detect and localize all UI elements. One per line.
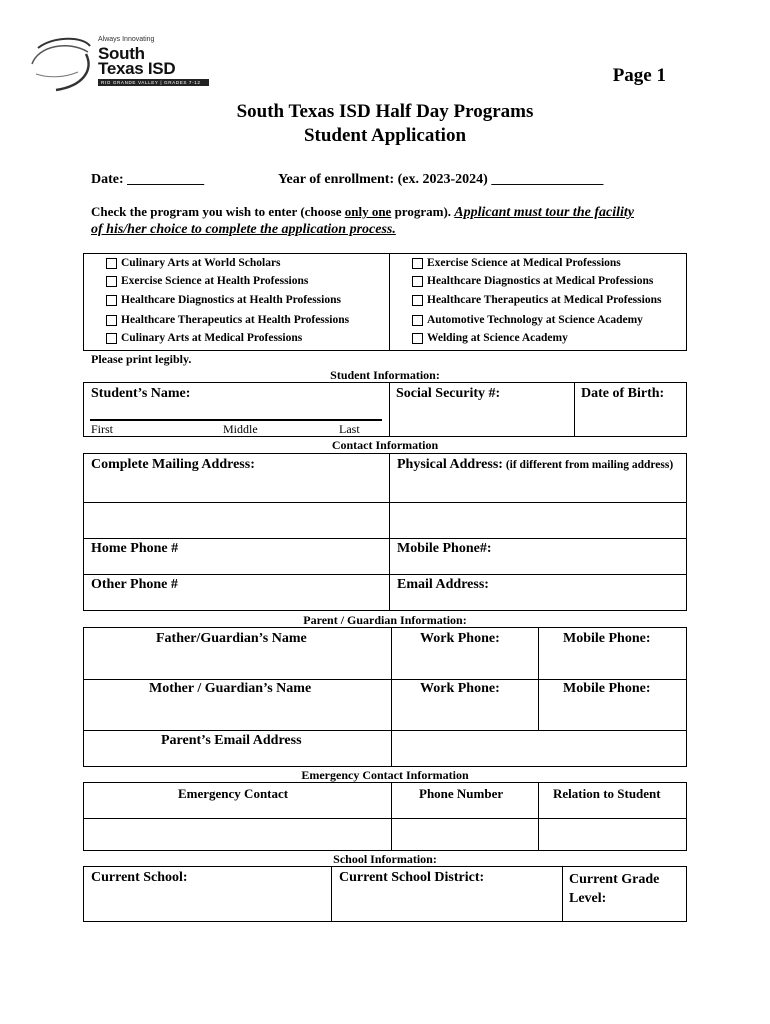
logo-name: South Texas ISD <box>98 44 176 78</box>
program-option[interactable]: Exercise Science at Health Professions <box>106 275 308 287</box>
instructions: Check the program you wish to enter (choose only one program). Applicant must tour the facility <box>91 204 634 220</box>
current-school-field[interactable]: Current School: <box>91 870 188 885</box>
emergency-relation-field[interactable]: Relation to Student <box>553 786 661 801</box>
checkbox[interactable] <box>412 258 423 269</box>
checkbox[interactable] <box>106 276 117 287</box>
dob-field[interactable]: Date of Birth: <box>581 386 665 401</box>
emergency-phone-field[interactable]: Phone Number <box>419 786 504 801</box>
school-info-heading: School Information: <box>333 852 437 866</box>
ssn-field[interactable]: Social Security #: <box>396 386 501 401</box>
checkbox[interactable] <box>412 333 423 344</box>
checkbox[interactable] <box>412 295 423 306</box>
program-selection-table <box>83 253 687 351</box>
last-name-label: Last <box>339 422 360 436</box>
mobile-phone-field[interactable]: Mobile Phone#: <box>397 541 492 556</box>
email-address-field[interactable]: Email Address: <box>397 577 489 592</box>
current-district-field[interactable]: Current School District: <box>339 870 485 885</box>
program-option[interactable]: Healthcare Therapeutics at Health Professions <box>106 314 349 326</box>
mailing-address-field[interactable]: Complete Mailing Address: <box>91 457 255 472</box>
checkbox[interactable] <box>412 315 423 326</box>
checkbox[interactable] <box>106 295 117 306</box>
student-name-field[interactable]: Student’s Name: <box>91 386 191 401</box>
program-option[interactable]: Culinary Arts at Medical Professions <box>106 332 302 344</box>
program-option[interactable]: Automotive Technology at Science Academy <box>412 314 643 326</box>
logo-swoosh-icon <box>28 34 98 96</box>
mother-work-phone-field[interactable]: Work Phone: <box>420 681 500 696</box>
page-title: South Texas ISD Half Day Programs <box>236 101 534 122</box>
program-option[interactable]: Welding at Science Academy <box>412 332 568 344</box>
emergency-contact-field[interactable]: Emergency Contact <box>178 786 289 801</box>
page-number: Page 1 <box>612 65 666 86</box>
instructions-line2: of his/her choice to complete the application process. <box>91 222 396 237</box>
school-logo <box>28 34 218 94</box>
checkbox[interactable] <box>412 276 423 287</box>
other-phone-field[interactable]: Other Phone # <box>91 577 178 592</box>
father-name-field[interactable]: Father/Guardian’s Name <box>156 631 307 646</box>
logo-subline: RIO GRANDE VALLEY | GRADES 7-12 <box>98 79 209 86</box>
program-option[interactable]: Culinary Arts at World Scholars <box>106 257 281 269</box>
guardian-info-heading: Parent / Guardian Information: <box>303 613 467 627</box>
checkbox[interactable] <box>106 315 117 326</box>
program-option[interactable]: Healthcare Therapeutics at Medical Professions <box>412 294 661 306</box>
program-option[interactable]: Healthcare Diagnostics at Medical Professions <box>412 275 653 287</box>
father-mobile-phone-field[interactable]: Mobile Phone: <box>563 631 651 646</box>
physical-address-field[interactable]: Physical Address: (if different from mailing address) <box>397 457 674 472</box>
logo-tagline: Always Innovating <box>98 36 155 43</box>
student-info-heading: Student Information: <box>330 368 440 382</box>
home-phone-field[interactable]: Home Phone # <box>91 541 179 556</box>
father-work-phone-field[interactable]: Work Phone: <box>420 631 500 646</box>
contact-info-heading: Contact Information <box>331 438 439 452</box>
table-divider <box>389 254 390 350</box>
current-grade-field[interactable]: Current Grade Level: <box>569 872 660 906</box>
date-field[interactable]: Date: ___________ <box>91 172 205 187</box>
checkbox[interactable] <box>106 258 117 269</box>
print-note: Please print legibly. <box>91 352 192 366</box>
first-name-label: First <box>91 422 114 436</box>
program-option[interactable]: Exercise Science at Medical Professions <box>412 257 621 269</box>
parent-email-field[interactable]: Parent’s Email Address <box>161 733 302 748</box>
checkbox[interactable] <box>106 333 117 344</box>
middle-name-label: Middle <box>223 422 258 436</box>
page-subtitle: Student Application <box>303 125 467 146</box>
program-option[interactable]: Healthcare Diagnostics at Health Professions <box>106 294 341 306</box>
name-underline <box>90 419 382 421</box>
emergency-info-heading: Emergency Contact Information <box>301 768 469 782</box>
mother-name-field[interactable]: Mother / Guardian’s Name <box>149 681 312 696</box>
mother-mobile-phone-field[interactable]: Mobile Phone: <box>563 681 651 696</box>
enrollment-year-field[interactable]: Year of enrollment: (ex. 2023-2024) ________________ <box>278 172 604 187</box>
